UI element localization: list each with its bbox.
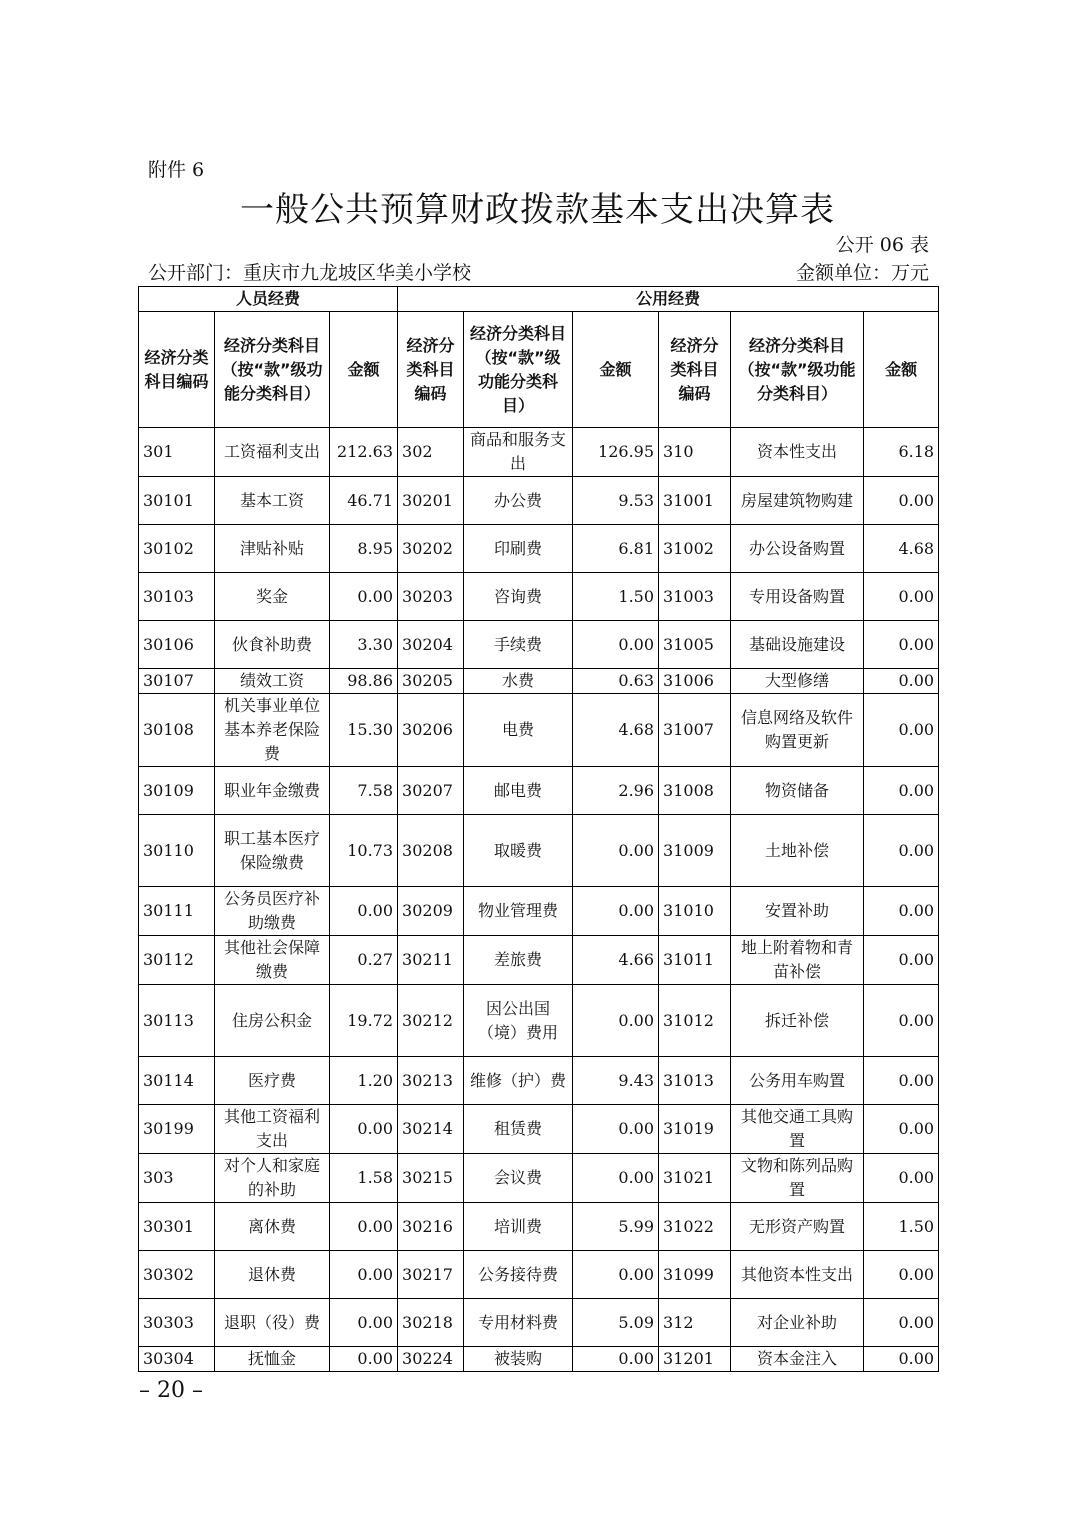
cell-amount-1: 0.27 <box>330 936 398 985</box>
header-amount-2: 金额 <box>573 312 659 428</box>
header-code-2: 经济分类科目编码 <box>398 312 464 428</box>
cell-code-2: 30215 <box>398 1154 464 1203</box>
cell-name-3: 文物和陈列品购置 <box>731 1154 864 1203</box>
cell-amount-1: 212.63 <box>330 428 398 477</box>
cell-code-2: 30213 <box>398 1057 464 1105</box>
cell-name-2: 租赁费 <box>464 1105 573 1154</box>
cell-name-1: 工资福利支出 <box>215 428 330 477</box>
group-public: 公用经费 <box>398 287 939 312</box>
cell-amount-1: 1.20 <box>330 1057 398 1105</box>
cell-amount-1: 7.58 <box>330 767 398 815</box>
cell-code-2: 30202 <box>398 525 464 573</box>
cell-amount-3: 0.00 <box>864 1251 939 1299</box>
cell-name-1: 退休费 <box>215 1251 330 1299</box>
cell-amount-3: 0.00 <box>864 767 939 815</box>
cell-code-2: 30204 <box>398 621 464 669</box>
cell-name-1: 基本工资 <box>215 477 330 525</box>
cell-code-3: 312 <box>659 1299 731 1347</box>
cell-code-1: 30108 <box>139 694 215 767</box>
cell-name-3: 其他交通工具购置 <box>731 1105 864 1154</box>
table-row <box>139 1057 939 1105</box>
cell-code-2: 30214 <box>398 1105 464 1154</box>
cell-code-3: 31005 <box>659 621 731 669</box>
table-row <box>139 767 939 815</box>
cell-name-2: 电费 <box>464 694 573 767</box>
cell-code-1: 303 <box>139 1154 215 1203</box>
cell-code-3: 31099 <box>659 1251 731 1299</box>
cell-amount-1: 98.86 <box>330 669 398 694</box>
cell-code-1: 30199 <box>139 1105 215 1154</box>
cell-code-1: 30110 <box>139 815 215 887</box>
cell-name-3: 土地补偿 <box>731 815 864 887</box>
cell-amount-1: 3.30 <box>330 621 398 669</box>
cell-amount-3: 0.00 <box>864 1105 939 1154</box>
cell-name-3: 办公设备购置 <box>731 525 864 573</box>
cell-amount-2: 9.43 <box>573 1057 659 1105</box>
cell-amount-3: 6.18 <box>864 428 939 477</box>
cell-name-2: 商品和服务支出 <box>464 428 573 477</box>
page-number: – 20 – <box>139 1378 203 1403</box>
cell-name-1: 医疗费 <box>215 1057 330 1105</box>
cell-name-1: 伙食补助费 <box>215 621 330 669</box>
cell-name-3: 信息网络及软件购置更新 <box>731 694 864 767</box>
cell-amount-3: 0.00 <box>864 815 939 887</box>
cell-name-2: 维修（护）费 <box>464 1057 573 1105</box>
header-name-2: 经济分类科目（按“款”级功能分类科目） <box>464 312 573 428</box>
cell-code-3: 310 <box>659 428 731 477</box>
cell-code-2: 302 <box>398 428 464 477</box>
cell-name-1: 奖金 <box>215 573 330 621</box>
cell-code-1: 30301 <box>139 1203 215 1251</box>
page-title: 一般公共预算财政拨款基本支出决算表 <box>240 190 835 230</box>
cell-name-1: 机关事业单位基本养老保险费 <box>215 694 330 767</box>
cell-name-2: 差旅费 <box>464 936 573 985</box>
expenditure-table <box>138 286 939 1372</box>
cell-amount-3: 0.00 <box>864 573 939 621</box>
table-row <box>139 621 939 669</box>
cell-name-1: 绩效工资 <box>215 669 330 694</box>
cell-code-2: 30209 <box>398 887 464 936</box>
cell-name-1: 其他社会保障缴费 <box>215 936 330 985</box>
cell-amount-3: 0.00 <box>864 694 939 767</box>
cell-amount-1: 15.30 <box>330 694 398 767</box>
cell-code-3: 31006 <box>659 669 731 694</box>
cell-code-1: 30303 <box>139 1299 215 1347</box>
cell-name-2: 水费 <box>464 669 573 694</box>
table-row <box>139 1203 939 1251</box>
cell-name-1: 对个人和家庭的补助 <box>215 1154 330 1203</box>
cell-amount-3: 0.00 <box>864 887 939 936</box>
cell-name-2: 邮电费 <box>464 767 573 815</box>
header-name-1: 经济分类科目（按“款”级功能分类科目） <box>215 312 330 428</box>
cell-amount-3: 0.00 <box>864 985 939 1057</box>
header-code-3: 经济分类科目编码 <box>659 312 731 428</box>
cell-name-2: 咨询费 <box>464 573 573 621</box>
cell-amount-3: 0.00 <box>864 621 939 669</box>
cell-code-1: 30304 <box>139 1347 215 1372</box>
cell-name-2: 公务接待费 <box>464 1251 573 1299</box>
table-row <box>139 669 939 694</box>
cell-amount-2: 5.99 <box>573 1203 659 1251</box>
cell-name-3: 公务用车购置 <box>731 1057 864 1105</box>
table-row <box>139 525 939 573</box>
cell-amount-1: 0.00 <box>330 1105 398 1154</box>
cell-code-3: 31201 <box>659 1347 731 1372</box>
cell-code-2: 30206 <box>398 694 464 767</box>
cell-name-2: 专用材料费 <box>464 1299 573 1347</box>
cell-code-3: 31008 <box>659 767 731 815</box>
cell-name-2: 被装购 <box>464 1347 573 1372</box>
cell-amount-1: 0.00 <box>330 887 398 936</box>
cell-name-2: 因公出国（境）费用 <box>464 985 573 1057</box>
attachment-label: 附件 6 <box>148 159 205 181</box>
unit-label: 金额单位：万元 <box>795 262 929 284</box>
cell-code-3: 31021 <box>659 1154 731 1203</box>
cell-amount-3: 0.00 <box>864 1154 939 1203</box>
cell-code-2: 30224 <box>398 1347 464 1372</box>
table-row <box>139 1105 939 1154</box>
cell-name-1: 职业年金缴费 <box>215 767 330 815</box>
cell-name-1: 其他工资福利支出 <box>215 1105 330 1154</box>
cell-amount-1: 1.58 <box>330 1154 398 1203</box>
cell-amount-3: 0.00 <box>864 1347 939 1372</box>
header-name-3: 经济分类科目（按“款”级功能分类科目） <box>731 312 864 428</box>
cell-amount-2: 5.09 <box>573 1299 659 1347</box>
cell-code-1: 30302 <box>139 1251 215 1299</box>
cell-code-1: 30103 <box>139 573 215 621</box>
cell-amount-2: 9.53 <box>573 477 659 525</box>
cell-code-2: 30201 <box>398 477 464 525</box>
cell-amount-2: 0.00 <box>573 887 659 936</box>
cell-name-1: 住房公积金 <box>215 985 330 1057</box>
cell-code-3: 31010 <box>659 887 731 936</box>
table-row <box>139 477 939 525</box>
cell-name-1: 退职（役）费 <box>215 1299 330 1347</box>
cell-amount-1: 0.00 <box>330 1251 398 1299</box>
cell-code-1: 30102 <box>139 525 215 573</box>
table-row <box>139 936 939 985</box>
cell-name-3: 对企业补助 <box>731 1299 864 1347</box>
cell-amount-1: 0.00 <box>330 1347 398 1372</box>
cell-name-2: 办公费 <box>464 477 573 525</box>
cell-code-1: 30106 <box>139 621 215 669</box>
table-row <box>139 1251 939 1299</box>
cell-amount-2: 0.00 <box>573 1251 659 1299</box>
cell-name-2: 印刷费 <box>464 525 573 573</box>
cell-code-2: 30211 <box>398 936 464 985</box>
cell-name-2: 培训费 <box>464 1203 573 1251</box>
department-label: 公开部门：重庆市九龙坡区华美小学校 <box>148 262 472 284</box>
cell-code-1: 30113 <box>139 985 215 1057</box>
cell-code-3: 31007 <box>659 694 731 767</box>
cell-code-3: 31012 <box>659 985 731 1057</box>
table-row <box>139 1154 939 1203</box>
cell-amount-2: 4.68 <box>573 694 659 767</box>
table-row <box>139 1347 939 1372</box>
cell-amount-2: 0.00 <box>573 1105 659 1154</box>
cell-name-1: 离休费 <box>215 1203 330 1251</box>
cell-code-1: 301 <box>139 428 215 477</box>
cell-name-1: 抚恤金 <box>215 1347 330 1372</box>
cell-name-2: 取暖费 <box>464 815 573 887</box>
cell-code-3: 31011 <box>659 936 731 985</box>
cell-code-3: 31013 <box>659 1057 731 1105</box>
cell-name-3: 专用设备购置 <box>731 573 864 621</box>
cell-code-3: 31019 <box>659 1105 731 1154</box>
cell-amount-2: 6.81 <box>573 525 659 573</box>
header-amount-1: 金额 <box>330 312 398 428</box>
header-code-1: 经济分类科目编码 <box>139 312 215 428</box>
cell-name-1: 职工基本医疗保险缴费 <box>215 815 330 887</box>
cell-name-1: 公务员医疗补助缴费 <box>215 887 330 936</box>
cell-amount-3: 0.00 <box>864 669 939 694</box>
cell-amount-2: 0.00 <box>573 621 659 669</box>
cell-amount-1: 19.72 <box>330 985 398 1057</box>
cell-amount-2: 0.00 <box>573 985 659 1057</box>
table-row <box>139 887 939 936</box>
cell-amount-2: 0.00 <box>573 1154 659 1203</box>
cell-name-3: 物资储备 <box>731 767 864 815</box>
cell-amount-2: 0.00 <box>573 1347 659 1372</box>
cell-amount-2: 4.66 <box>573 936 659 985</box>
cell-amount-1: 0.00 <box>330 573 398 621</box>
cell-amount-3: 0.00 <box>864 936 939 985</box>
cell-amount-1: 10.73 <box>330 815 398 887</box>
table-row <box>139 428 939 477</box>
cell-code-2: 30203 <box>398 573 464 621</box>
cell-name-3: 安置补助 <box>731 887 864 936</box>
cell-code-2: 30217 <box>398 1251 464 1299</box>
cell-amount-2: 1.50 <box>573 573 659 621</box>
table-row <box>139 1299 939 1347</box>
cell-name-3: 地上附着物和青苗补偿 <box>731 936 864 985</box>
cell-name-3: 拆迁补偿 <box>731 985 864 1057</box>
cell-amount-1: 0.00 <box>330 1299 398 1347</box>
table-row <box>139 985 939 1057</box>
cell-code-3: 31001 <box>659 477 731 525</box>
cell-amount-1: 8.95 <box>330 525 398 573</box>
cell-name-2: 会议费 <box>464 1154 573 1203</box>
cell-name-3: 大型修缮 <box>731 669 864 694</box>
cell-name-2: 物业管理费 <box>464 887 573 936</box>
cell-code-2: 30218 <box>398 1299 464 1347</box>
cell-code-1: 30101 <box>139 477 215 525</box>
cell-code-2: 30212 <box>398 985 464 1057</box>
cell-amount-3: 0.00 <box>864 477 939 525</box>
cell-amount-2: 0.63 <box>573 669 659 694</box>
cell-code-3: 31003 <box>659 573 731 621</box>
cell-code-1: 30112 <box>139 936 215 985</box>
cell-name-2: 手续费 <box>464 621 573 669</box>
cell-amount-3: 0.00 <box>864 1299 939 1347</box>
cell-amount-3: 0.00 <box>864 1057 939 1105</box>
cell-name-3: 基础设施建设 <box>731 621 864 669</box>
cell-code-1: 30109 <box>139 767 215 815</box>
cell-amount-2: 2.96 <box>573 767 659 815</box>
table-row <box>139 815 939 887</box>
cell-amount-2: 0.00 <box>573 815 659 887</box>
header-amount-3: 金额 <box>864 312 939 428</box>
cell-amount-3: 1.50 <box>864 1203 939 1251</box>
cell-amount-3: 4.68 <box>864 525 939 573</box>
cell-name-3: 资本金注入 <box>731 1347 864 1372</box>
cell-code-3: 31002 <box>659 525 731 573</box>
table-row <box>139 694 939 767</box>
table-row <box>139 573 939 621</box>
cell-name-3: 资本性支出 <box>731 428 864 477</box>
cell-code-2: 30216 <box>398 1203 464 1251</box>
table-number: 公开 06 表 <box>835 234 929 256</box>
cell-amount-1: 0.00 <box>330 1203 398 1251</box>
cell-code-1: 30111 <box>139 887 215 936</box>
cell-name-3: 其他资本性支出 <box>731 1251 864 1299</box>
cell-name-1: 津贴补贴 <box>215 525 330 573</box>
cell-name-3: 房屋建筑物购建 <box>731 477 864 525</box>
cell-amount-1: 46.71 <box>330 477 398 525</box>
cell-amount-2: 126.95 <box>573 428 659 477</box>
cell-code-1: 30114 <box>139 1057 215 1105</box>
table-body <box>139 428 939 1372</box>
cell-code-2: 30208 <box>398 815 464 887</box>
group-personnel: 人员经费 <box>139 287 398 312</box>
cell-code-2: 30207 <box>398 767 464 815</box>
cell-code-3: 31022 <box>659 1203 731 1251</box>
cell-code-2: 30205 <box>398 669 464 694</box>
cell-code-1: 30107 <box>139 669 215 694</box>
cell-name-3: 无形资产购置 <box>731 1203 864 1251</box>
cell-code-3: 31009 <box>659 815 731 887</box>
